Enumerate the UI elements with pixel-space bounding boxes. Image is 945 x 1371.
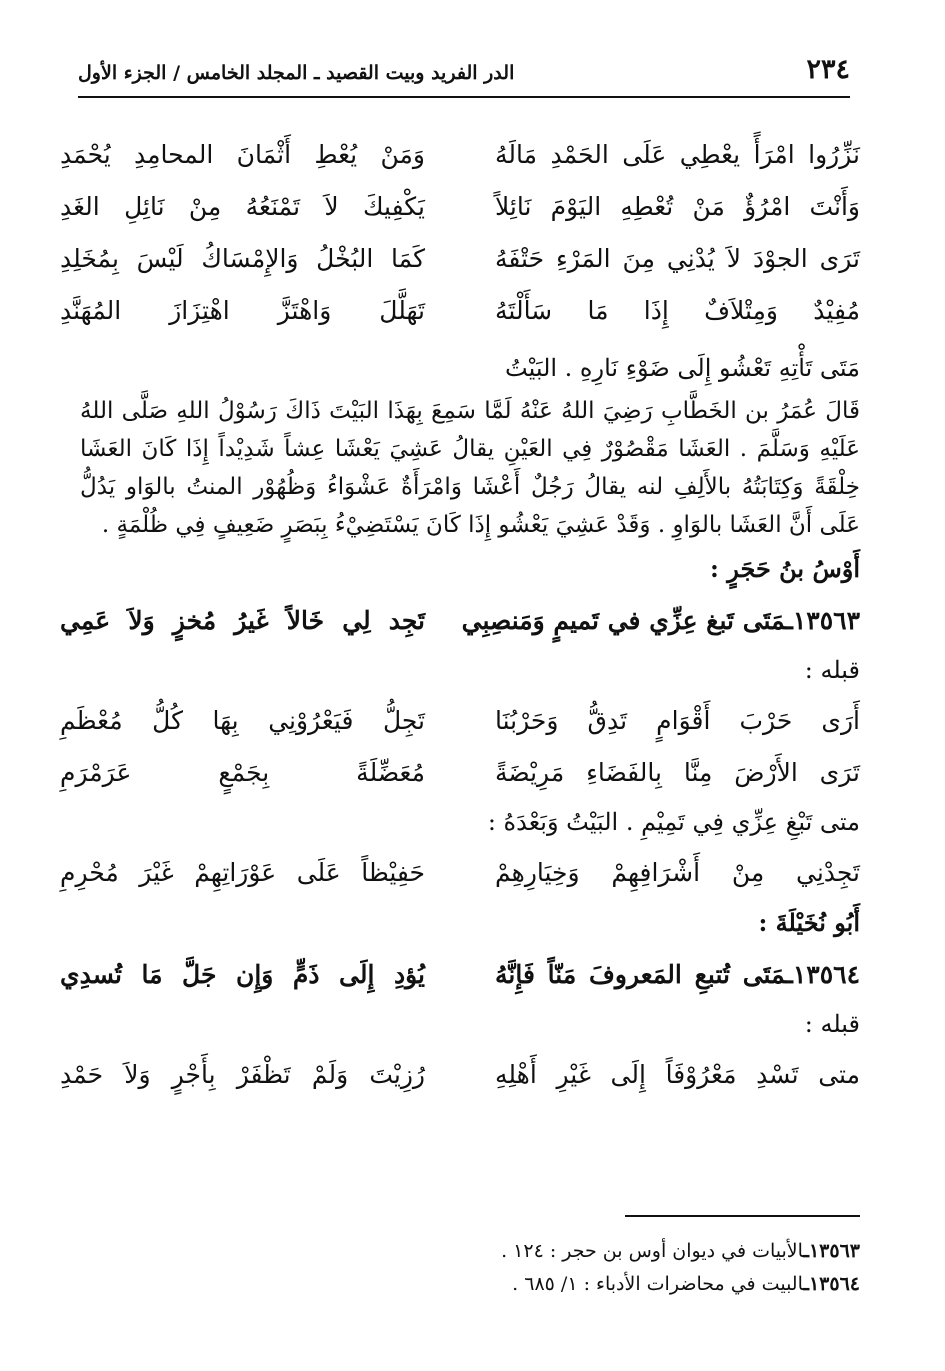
verse-first-hemistich: تَرَى الجوْدَ لاَ يُدْنِي مِنَ المَرْءِ حَتْفَهُ: [495, 243, 860, 273]
verse-second-hemistich: رُزِيْتَ وَلَمْ تَظْفَرْ بِأَجْرٍ وَلاَ حَمْدِ: [60, 1059, 425, 1089]
footnote-text: الأبيات في ديوان أوس بن حجر : ١٢٤ .: [501, 1240, 804, 1262]
verse-first-hemistich: وَأَنْتَ امْرُؤٌ مَنْ تُعْطِهِ اليَوْمَ نَائِلاً: [495, 191, 860, 221]
verse-second-hemistich: يُؤدِ إِلَى ذَمٍّ وَإِن جَلَّ مَا تُسدِي: [60, 959, 425, 989]
verse-first-hemistich: أَرَى حَرْبَ أَقْوَامٍ تَدِقُّ وَحَرْبُنَا: [495, 705, 860, 735]
commentary-paragraph: قَالَ عُمَرُ بن الخَطَّابِ رَضِيَ اللهُ عَنْهُ لَمَّا سَمِعَ بِهَذَا البَيْتَ ذَاكَ رَسُوْلُ اللهِ صَلَّى اللهُ عَلَيْهِ وَسَلَّمَ . العَشَا مَقْصُوْرٌ فِي العَيْنِ يقالُ عَشِيَ يَعْشَا عِشاً شَدِيْداً إِذَا كَانَ العَشَا خِلْقَةً وَكِتَابَتُهُ بالأَلِفِ لنه يقالُ رَجُلٌ أَعْشَا وَامْرَأَةٌ عَشْوَاءُ وَظُهُوْر المنتُ بالوَاو يَدُلُّ عَلَى أَنَّ العَشَا بالوَاوِ . وَقَدْ عَشِيَ يَعْشُو إِذَا كَانَ يَسْتَضِيْءُ بِبَصَرٍ ضَعِيفٍ فِي ظُلْمَةٍ .: [80, 398, 860, 538]
numbered-verse: [60, 594, 860, 646]
footnote: [501, 1268, 860, 1301]
verse-row: [60, 694, 860, 746]
before-label: قبله :: [804, 656, 860, 684]
footnote-text: البيت في محاضرات الأدباء : ١/ ٦٨٥ .: [512, 1273, 804, 1295]
verse-second-hemistich: كَمَا البُخْلُ وَالإِمْسَاكُ لَيْسَ بِمُخَلِدِ: [60, 243, 425, 273]
page-body: [60, 128, 860, 1100]
verse-second-hemistich: تَجِد لِي خَالاً غَيرُ مُخزٍ وَلاَ عَمِي: [60, 605, 425, 635]
verse-second-hemistich: وَمَنْ يُعْطِ أَثْمَانَ المحامِدِ يُحْمَدِ: [60, 139, 425, 169]
footnote: [501, 1235, 860, 1268]
verse-row: [60, 284, 860, 336]
page-number: ٢٣٤: [806, 54, 850, 85]
verse-reference-line: مَتَى تَأْتِهِ تَعْشُو إِلَى ضَوْءِ نَارِهِ . البَيْتُ: [505, 354, 860, 382]
verse-first-hemistich: متى تَسْدِ مَعْرُوْفَاً إِلَى غَيْرِ أَهْلِهِ: [495, 1059, 860, 1089]
after-label: متى تَبْغِ عِزِّي فِي تَمِيْمِ . البَيْتُ وَبَعْدَهُ :: [487, 808, 860, 836]
verse-second-hemistich: تَهَلَّلَ وَاهْتَزَّ اهْتِزَازَ المُهَنَّدِ: [60, 295, 425, 325]
verse-first-hemistich: [495, 960, 860, 989]
hemistich-text: مَتَى تَبغ عِزِّي في تَميمٍ وَمَنصِبِي: [461, 605, 786, 635]
verse-first-hemistich: مُفِيْدٌ وَمِتْلاَفٌ إِذَا مَا سَأَلْتَهُ: [495, 295, 860, 325]
verse-second-hemistich: يَكْفِيكَ لاَ تَمْنَعُهُ مِنْ نَائِلِ الغَدِ: [60, 191, 425, 221]
footnote-number: ١٣٥٦٣ـ: [803, 1240, 860, 1262]
running-title: الدر الفريد وبيت القصيد ـ المجلد الخامس / الجزء الأول: [78, 62, 515, 84]
verse-second-hemistich: تَجِلُّ فَيَعْرُوْنِي بِهَا كُلُّ مُعْظَمِ: [60, 705, 425, 735]
verse-row: [60, 846, 860, 898]
verse-first-hemistich: نَزِّرُوا امْرَأً يعْطِي عَلَى الحَمْدِ مَالَهُ: [495, 139, 860, 169]
before-label: قبله :: [804, 1010, 860, 1038]
footnote-number: ١٣٥٦٤ـ: [803, 1273, 860, 1295]
verse-row: [60, 180, 860, 232]
verse-row: [60, 232, 860, 284]
hemistich-text: مَتَى تُتبعِ المَعروفَ مَنّاً فَإِنَّهُ: [495, 959, 786, 989]
entry-number: ١٣٥٦٣ـ: [785, 605, 860, 635]
numbered-verse: [60, 948, 860, 1000]
verse-row: [60, 1048, 860, 1100]
verse-first-hemistich: تَرَى الأَرْضَ مِنَّا بِالفَضَاءِ مَرِيْضَةً: [495, 757, 860, 787]
poet-name: أَبُو نُخَيْلَةَ :: [758, 908, 860, 937]
footnotes: [501, 1235, 860, 1301]
verse-first-hemistich: تَجِدْنِي مِنْ أَشْرَافِهِمْ وَخِيَارِهِمْ: [495, 857, 860, 887]
verse-second-hemistich: حَفِيْظاً عَلَى عَوْرَاتِهِمْ غَيْرَ مُحْرِمِ: [60, 857, 425, 887]
verse-row: [60, 128, 860, 180]
running-header: [78, 52, 850, 98]
verse-second-hemistich: مُعَضِّلَةً بِجَمْعٍ عَرَمْرَمِ: [60, 757, 425, 787]
verse-first-hemistich: [461, 605, 860, 635]
poet-name: أَوْسُ بنُ حَجَرٍ :: [710, 554, 860, 583]
entry-number: ١٣٥٦٤ـ: [785, 959, 860, 989]
verse-row: [60, 746, 860, 798]
footnote-divider: [625, 1215, 860, 1217]
